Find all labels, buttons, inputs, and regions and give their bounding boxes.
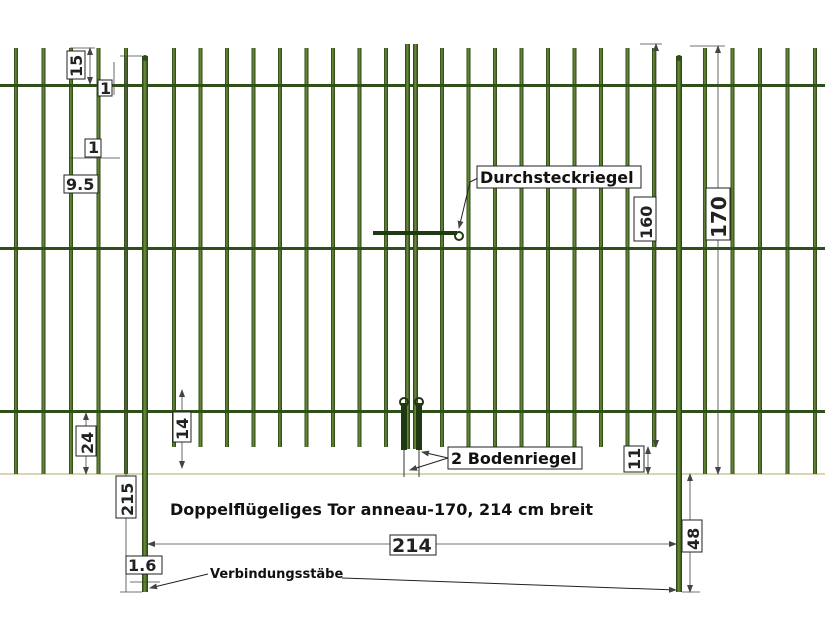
dim-bottom-gap: 14 <box>173 417 192 440</box>
latch-label: Durchsteckriegel <box>480 168 634 187</box>
dim-post-embed-depth: 48 <box>684 527 703 550</box>
dim-bottom-rail-height: 24 <box>78 431 97 454</box>
gate-center-bar-right <box>413 44 418 449</box>
rails <box>0 84 825 413</box>
top-rail <box>0 84 825 87</box>
dim-post-total-height: 215 <box>118 482 137 516</box>
left-post <box>142 56 148 592</box>
dim-bar-thickness: 1 <box>88 138 100 157</box>
middle-rail <box>0 247 825 250</box>
ground-bolts <box>400 398 423 477</box>
dim-bar-spacing: 9.5 <box>66 175 95 194</box>
ground-bolt-leader-top <box>422 452 448 458</box>
dim-top-gap: 15 <box>67 54 86 77</box>
dim-gate-leaf-height: 160 <box>637 205 656 239</box>
bottom-rail <box>0 410 825 413</box>
latch-bar <box>373 231 457 235</box>
ground-bolts-label: 2 Bodenriegel <box>451 449 577 468</box>
ground-bolt-leader-bottom <box>410 458 448 470</box>
latch-ring-icon <box>455 232 463 240</box>
connector-leader-left <box>150 574 208 588</box>
left-post-cap-icon <box>142 55 148 61</box>
dim-fence-height: 170 <box>707 196 731 238</box>
gate-center-bar-left <box>405 44 410 449</box>
dim-bar-top-offset: 1 <box>100 79 112 98</box>
dim-post-width: 1.6 <box>128 556 157 575</box>
ground-bolt-left <box>401 403 407 450</box>
connector-leader-right <box>342 578 676 590</box>
connectors-label: Verbindungsstäbe <box>210 567 344 582</box>
right-post-cap-icon <box>676 55 682 61</box>
drawing-title: Doppelflügeliges Tor anneau-170, 214 cm breit <box>170 500 594 519</box>
dimension-labels <box>64 51 731 575</box>
dim-leaf-ground-gap: 11 <box>625 447 644 470</box>
right-post <box>676 56 682 592</box>
dim-gate-width: 214 <box>392 535 432 557</box>
gate-center <box>405 44 418 449</box>
ground-bolt-right <box>416 403 422 450</box>
